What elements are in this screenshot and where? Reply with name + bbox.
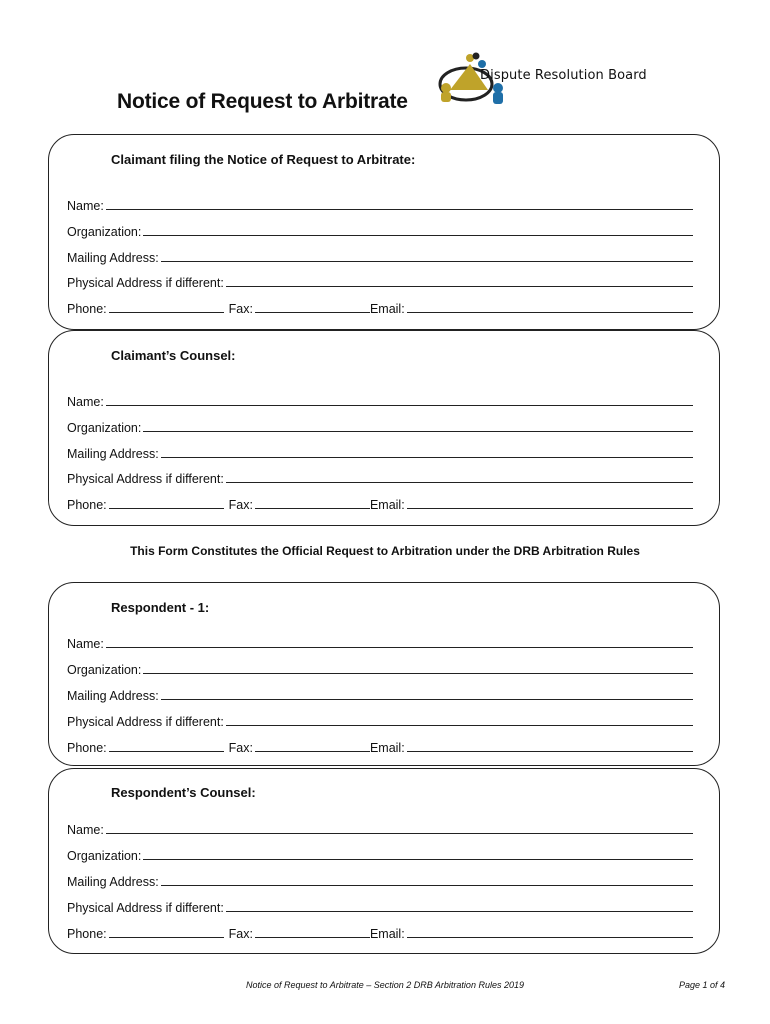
name-blank[interactable] [106, 833, 693, 834]
drb-logo [436, 50, 666, 112]
mailing-address-field[interactable] [67, 871, 693, 889]
field-label: Name: [67, 395, 104, 409]
mailing-address-blank[interactable] [161, 261, 693, 262]
field-label: Physical Address if different: [67, 901, 224, 915]
organization-blank[interactable] [143, 431, 693, 432]
contact-row[interactable] [67, 298, 693, 316]
field-label: Name: [67, 199, 104, 213]
physical-address-blank[interactable] [226, 725, 693, 726]
field-label: Name: [67, 637, 104, 651]
mailing-address-blank[interactable] [161, 885, 693, 886]
physical-address-field[interactable] [67, 711, 693, 729]
email-blank[interactable] [407, 312, 693, 313]
physical-address-blank[interactable] [226, 911, 693, 912]
field-label: Fax: [228, 927, 253, 941]
field-label: Phone: [67, 302, 107, 316]
mailing-address-field[interactable] [67, 685, 693, 703]
phone-blank[interactable] [109, 751, 224, 752]
physical-address-field[interactable] [67, 468, 693, 486]
name-field[interactable] [67, 391, 693, 409]
mailing-address-field[interactable] [67, 247, 693, 265]
field-label: Physical Address if different: [67, 276, 224, 290]
claimant-counsel-section [48, 330, 720, 526]
phone-blank[interactable] [109, 937, 224, 938]
physical-address-field[interactable] [67, 272, 693, 290]
name-blank[interactable] [106, 647, 693, 648]
contact-row[interactable] [67, 494, 693, 512]
organization-blank[interactable] [143, 235, 693, 236]
name-field[interactable] [67, 633, 693, 651]
organization-blank[interactable] [143, 859, 693, 860]
fax-blank[interactable] [255, 751, 370, 752]
field-label: Email: [369, 927, 405, 941]
mailing-address-blank[interactable] [161, 699, 693, 700]
field-label: Phone: [67, 498, 107, 512]
field-label: Name: [67, 823, 104, 837]
field-label: Email: [369, 741, 405, 755]
email-blank[interactable] [407, 508, 693, 509]
name-field[interactable] [67, 819, 693, 837]
field-label: Organization: [67, 225, 142, 239]
footer-document-title: Notice of Request to Arbitrate – Section 2 DRB Arbitration Rules 2019 [246, 980, 524, 990]
organization-field[interactable] [67, 659, 693, 677]
section-heading: Claimant’s Counsel: [111, 348, 236, 363]
official-request-notice: This Form Constitutes the Official Request to Arbitration under the DRB Arbitration Rules [130, 544, 640, 558]
field-label: Organization: [67, 663, 142, 677]
respondent-section [48, 582, 720, 766]
field-label: Mailing Address: [67, 875, 159, 889]
phone-blank[interactable] [109, 312, 224, 313]
name-blank[interactable] [106, 405, 693, 406]
field-label: Email: [369, 302, 405, 316]
fax-blank[interactable] [255, 312, 370, 313]
fax-blank[interactable] [255, 508, 370, 509]
field-label: Fax: [228, 498, 253, 512]
field-label: Fax: [228, 302, 253, 316]
physical-address-blank[interactable] [226, 286, 693, 287]
field-label: Phone: [67, 741, 107, 755]
contact-row[interactable] [67, 923, 693, 941]
physical-address-field[interactable] [67, 897, 693, 915]
field-label: Mailing Address: [67, 447, 159, 461]
organization-blank[interactable] [143, 673, 693, 674]
email-blank[interactable] [407, 751, 693, 752]
field-label: Physical Address if different: [67, 472, 224, 486]
contact-row[interactable] [67, 737, 693, 755]
name-blank[interactable] [106, 209, 693, 210]
field-label: Organization: [67, 421, 142, 435]
page-title: Notice of Request to Arbitrate [117, 90, 408, 113]
logo-text: Dispute Resolution Board [480, 68, 647, 83]
mailing-address-field[interactable] [67, 443, 693, 461]
field-label: Mailing Address: [67, 689, 159, 703]
field-label: Phone: [67, 927, 107, 941]
organization-field[interactable] [67, 845, 693, 863]
field-label: Email: [369, 498, 405, 512]
field-label: Mailing Address: [67, 251, 159, 265]
fax-blank[interactable] [255, 937, 370, 938]
section-heading: Claimant filing the Notice of Request to Arbitrate: [111, 152, 416, 167]
section-heading: Respondent - 1: [111, 600, 210, 615]
email-blank[interactable] [407, 937, 693, 938]
organization-field[interactable] [67, 221, 693, 239]
claimant-section [48, 134, 720, 330]
name-field[interactable] [67, 195, 693, 213]
section-heading: Respondent’s Counsel: [111, 785, 256, 800]
mailing-address-blank[interactable] [161, 457, 693, 458]
field-label: Organization: [67, 849, 142, 863]
field-label: Fax: [228, 741, 253, 755]
organization-field[interactable] [67, 417, 693, 435]
respondent-counsel-section [48, 768, 720, 954]
field-label: Physical Address if different: [67, 715, 224, 729]
physical-address-blank[interactable] [226, 482, 693, 483]
phone-blank[interactable] [109, 508, 224, 509]
page-number: Page 1 of 4 [678, 980, 725, 990]
